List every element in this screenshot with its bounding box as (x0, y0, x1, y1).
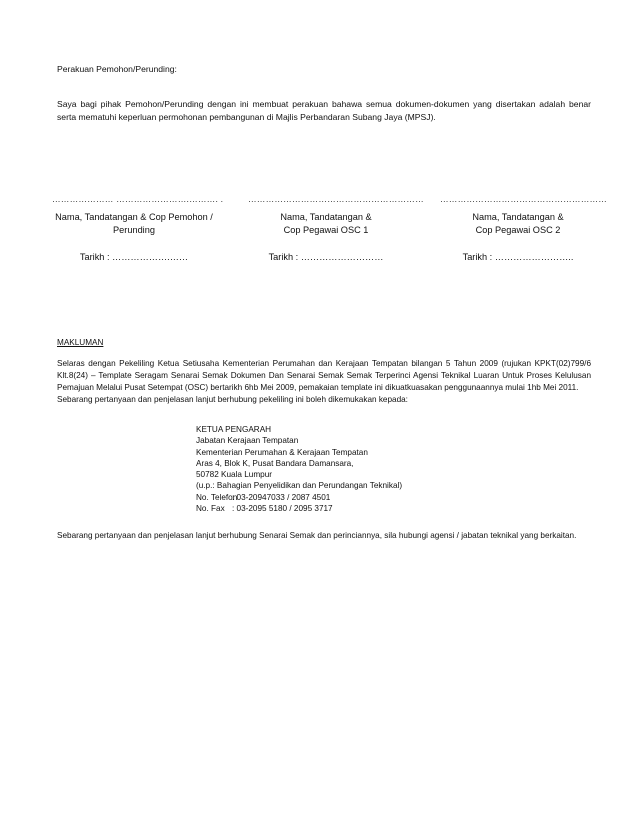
notice-inquiry: Sebarang pertanyaan dan penjelasan lanjut berhubung pekeliling ini boleh dikemukakan kepada: (57, 395, 408, 404)
signature-label-cont: Perunding (113, 225, 155, 235)
date-line: Tarikh : ……………………… (268, 251, 384, 262)
date-line: Tarikh : …………………….. (462, 251, 574, 262)
signature-block-osc1 (248, 193, 424, 264)
phone-label: No. Telefon (196, 492, 238, 502)
date-line: Tarikh : ……………….…… (79, 251, 189, 262)
address-line: Kementerian Perumahan & Kerajaan Tempatan (196, 447, 368, 457)
signature-label: Nama, Tandatangan & (472, 211, 564, 222)
address-block (196, 424, 402, 514)
footer-note: Sebarang pertanyaan dan penjelasan lanjut berhubung Senarai Semak dan perinciannya, sila hubungi agensi / jabatan teknikal yang berkaitan. (57, 531, 577, 540)
address-line: Aras 4, Blok K, Pusat Bandara Damansara, (196, 458, 354, 468)
address-title: KETUA PENGARAH (196, 425, 272, 434)
signature-block-applicant (52, 193, 224, 264)
signature-label: Nama, Tandatangan & Cop Pemohon / (55, 211, 213, 222)
signature-label: Nama, Tandatangan & (280, 211, 372, 222)
signature-label-cont: Cop Pegawai OSC 1 (283, 225, 369, 235)
signature-label-cont: Cop Pegawai OSC 2 (475, 225, 561, 235)
phone-row (196, 492, 402, 503)
declaration-heading: Perakuan Pemohon/Perunding: (57, 64, 177, 74)
signature-line: ………………… …………………….………. . (52, 194, 224, 204)
address-line: Jabatan Kerajaan Tempatan (196, 436, 299, 446)
fax-number: : 03-2095 5180 / 2095 3717 (232, 504, 333, 514)
fax-label: No. Fax (196, 504, 225, 514)
address-line: 50782 Kuala Lumpur (196, 470, 273, 480)
signature-line: …………………………………………………… (248, 194, 424, 204)
notice-body: Selaras dengan Pekeliling Ketua Setiusaha Kementerian Perumahan dan Kerajaan Tempatan bilangan 5 Tahun 2009 (rujukan KPKT(02)799/6 Klt.8(24) – Template Seragam Senarai Semak Dokumen Dan Senarai Semak Semak Terperinci Agensi Teknikal Luaran Untuk Proses Kelulusan Pemajuan Melalui Pusat Setempat (OSC) bertarikh 6hb Mei 2009, pemakaian template ini dikuatkuasakan penggunaannya mulai 1hb Mei 2011. (57, 359, 591, 392)
address-line: (u.p.: Bahagian Penyelidikan dan Perundangan Teknikal) (196, 481, 403, 491)
signature-block-osc2 (440, 193, 608, 264)
phone-number: : 03-20947033 / 2087 4501 (232, 492, 331, 502)
declaration-body: Saya bagi pihak Pemohon/Perunding dengan ini membuat perakuan bahawa semua dokumen-dokumen yang disertakan adalah benar serta mematuhi keperluan permohonan pembangunan di Majlis Perbandaran Subang Jaya (MPSJ). (57, 99, 591, 122)
signature-line: ………………………………………………… (440, 194, 608, 204)
notice-heading: MAKLUMAN (57, 338, 104, 347)
fax-row (196, 503, 402, 514)
